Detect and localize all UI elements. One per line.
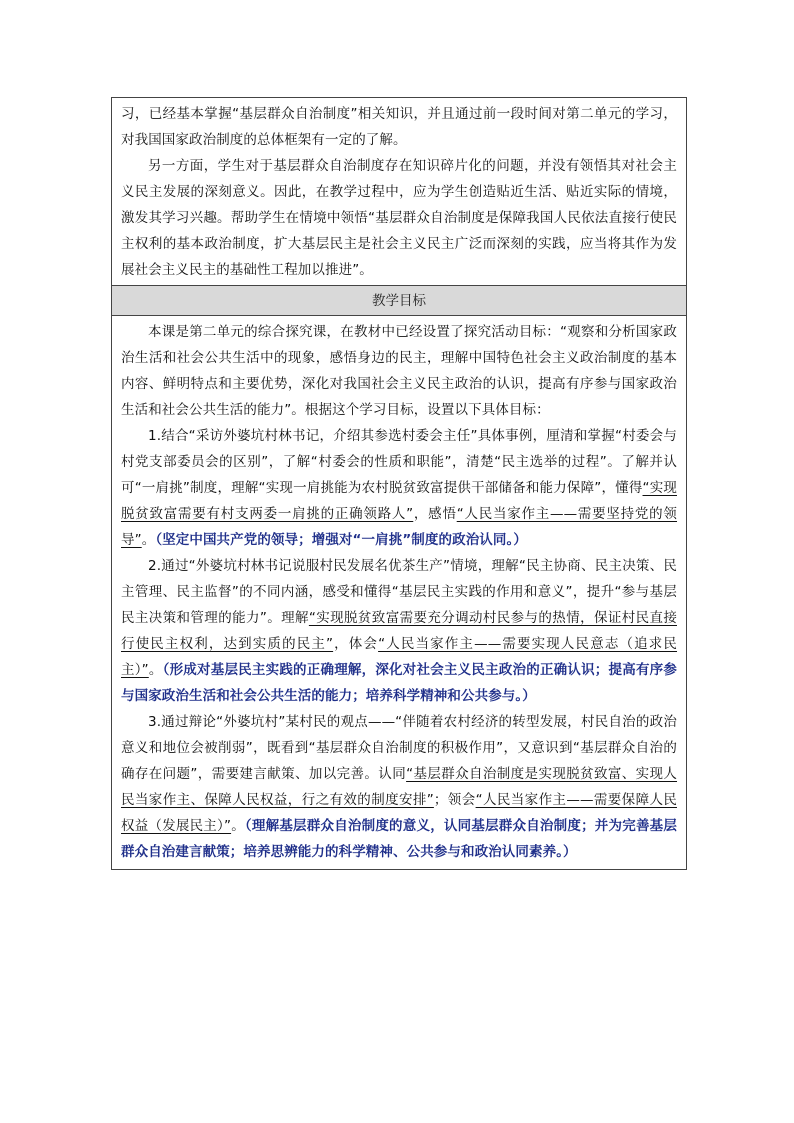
text-run: 2.通过“外婆坑村林书记说服村民发展名优茶生产”情境，理解“民主协商、民主决策、民主管理、民主监督”的不同内涵，感受和懂得“基层民主实践的作用和意义”，提升“参与基层民主决策和管理的能力”。理解 (121, 558, 677, 626)
underlined-text: “基层群众自治制度是实现脱贫致富、实现人民当家作主、保障人民权益，行之有效的制度安排” (121, 766, 678, 808)
underlined-text: “实现脱贫致富需要有村支两委一肩挑的正确领路人” (121, 480, 677, 522)
paragraph (121, 101, 677, 153)
section1-paragraphs (121, 101, 677, 283)
underlined-text: “人民当家作主——需要坚持党的领导” (121, 506, 678, 548)
text-run: 。 (148, 662, 163, 678)
paragraph (121, 423, 677, 553)
paragraph (121, 153, 677, 283)
goal-annotation: （坚定中国共产党的领导；增强对“一肩挑”制度的政治认同。） (155, 532, 527, 548)
paragraph (121, 553, 677, 709)
goal-annotation: （形成对基层民主实践的正确理解，深化对社会主义民主政治的正确认识；提高有序参与国家政治生活和社会公共生活的能力；培养科学精神和公共参与。） (121, 662, 677, 704)
goal-annotation: （理解基层群众自治制度的意义，认同基层群众自治制度；并为完善基层群众自治建言献策；培养思辨能力的科学精神、公共参与和政治认同素养。） (121, 818, 677, 860)
text-run: 3.通过辩论“外婆坑村”某村民的观点——“伴随着农村经济的转型发展，村民自治的政治意义和地位会被削弱”，既看到“基层群众自治制度的积极作用”，又意识到“基层群众自治的确存在问题”，需要建言献策、加以完善。认同 (121, 714, 677, 782)
section2-paragraphs (121, 319, 677, 865)
learner-analysis-cell (112, 98, 686, 285)
text-run: 另一方面，学生对于基层群众自治制度存在知识碎片化的问题，并没有领悟其对社会主义民主发展的深刻意义。因此，在教学过程中，应为学生创造贴近生活、贴近实际的情境，激发其学习兴趣。帮助学生在情境中领悟“基层群众自治制度是保障我国人民依法直接行使民主权利的基本政治制度，扩大基层民主是社会主义民主广泛而深刻的实践，应当将其作为发展社会主义民主的基础性工程加以推进”。 (121, 158, 677, 278)
underlined-text: “人民当家作主——需要实现人民意志（追求民主）” (121, 636, 678, 678)
underlined-text: “实现脱贫致富需要充分调动村民参与的热情，保证村民直接行使民主权利，达到实质的民主” (121, 610, 677, 652)
text-run: ，感悟 (413, 506, 457, 522)
text-run: ；领会 (433, 792, 476, 808)
paragraph (121, 319, 677, 423)
text-run: 。 (141, 532, 156, 548)
underlined-text: “人民当家作主——需要保障人民权益（发展民主）” (121, 792, 677, 834)
text-run: ，体会 (333, 636, 379, 652)
teaching-objectives-header: 教学目标 (112, 285, 686, 315)
teaching-objectives-cell (112, 315, 686, 869)
lesson-plan-table (111, 97, 687, 870)
text-run: 本课是第二单元的综合探究课，在教材中已经设置了探究活动目标：“观察和分析国家政治生活和社会公共生活中的现象，感悟身边的民主，理解中国特色社会主义政治制度的基本内容、鲜明特点和主要优势，深化对我国社会主义民主政治的认识，提高有序参与国家政治生活和社会公共生活的能力”。根据这个学习目标，设置以下具体目标： (121, 324, 677, 418)
text-run: 1.结合“采访外婆坑村林书记，介绍其参选村委会主任”具体事例，厘清和掌握“村委会与村党支部委员会的区别”，了解“村委会的性质和职能”，清楚“民主选举的过程”。了解并认可“一肩挑”制度，理解“实现一肩挑能为农村脱贫致富提供干部储备和能力保障”，懂得 (121, 428, 677, 496)
text-run: 。 (231, 818, 245, 834)
text-run: 习，已经基本掌握“基层群众自治制度”相关知识，并且通过前一段时间对第二单元的学习，对我国国家政治制度的总体框架有一定的了解。 (121, 106, 677, 148)
paragraph (121, 709, 677, 865)
